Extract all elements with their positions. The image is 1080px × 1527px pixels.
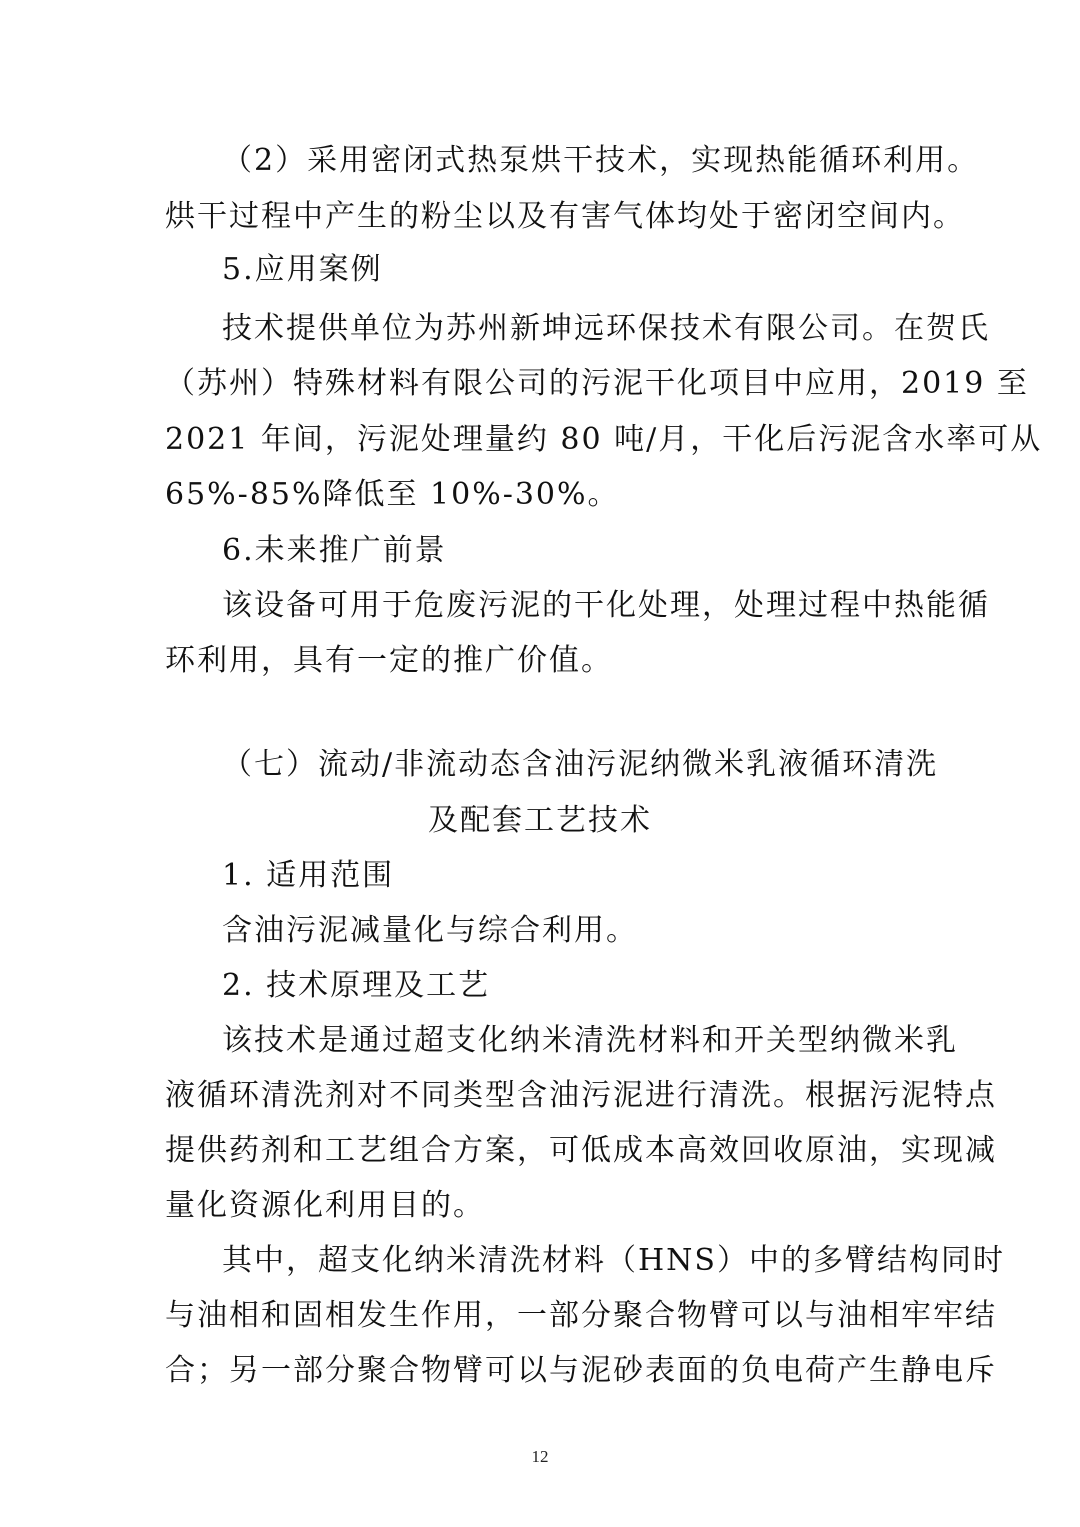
section-heading: 5.应用案例 xyxy=(222,252,383,287)
paragraph-line: 技术提供单位为苏州新坤远环保技术有限公司。在贺氏 xyxy=(222,311,990,346)
paragraph-line: 液循环清洗剂对不同类型含油污泥进行清洗。根据污泥特点 xyxy=(165,1078,997,1113)
section-heading: 6.未来推广前景 xyxy=(222,533,447,568)
paragraph-line: 合；另一部分聚合物臂可以与泥砂表面的负电荷产生静电斥 xyxy=(165,1353,997,1388)
paragraph-line: （苏州）特殊材料有限公司的污泥干化项目中应用，2019 至 xyxy=(165,366,1029,401)
paragraph-line: 该设备可用于危废污泥的干化处理，处理过程中热能循 xyxy=(222,588,990,623)
section-title: 及配套工艺技术 xyxy=(428,803,652,838)
paragraph-line: 其中，超支化纳米清洗材料（HNS）中的多臂结构同时 xyxy=(222,1243,1005,1278)
paragraph-line: 环利用，具有一定的推广价值。 xyxy=(165,643,613,678)
paragraph-line: 含油污泥减量化与综合利用。 xyxy=(222,913,638,948)
subsection-heading: 1. 适用范围 xyxy=(222,858,395,893)
paragraph-line: 与油相和固相发生作用，一部分聚合物臂可以与油相牢牢结 xyxy=(165,1298,997,1333)
paragraph-line: 提供药剂和工艺组合方案，可低成本高效回收原油，实现减 xyxy=(165,1133,997,1168)
paragraph-line: （2）采用密闭式热泵烘干技术，实现热能循环利用。 xyxy=(222,143,980,178)
section-title: （七）流动/非流动态含油污泥纳微米乳液循环清洗 xyxy=(222,747,939,782)
page-number: 12 xyxy=(531,1447,549,1466)
subsection-heading: 2. 技术原理及工艺 xyxy=(222,968,491,1003)
paragraph-line: 该技术是通过超支化纳米清洗材料和开关型纳微米乳 xyxy=(222,1023,958,1058)
paragraph-line: 烘干过程中产生的粉尘以及有害气体均处于密闭空间内。 xyxy=(165,199,965,234)
paragraph-line: 2021 年间，污泥处理量约 80 吨/月，干化后污泥含水率可从 xyxy=(165,422,1043,457)
paragraph-line: 量化资源化利用目的。 xyxy=(165,1188,485,1223)
paragraph-line: 65%-85%降低至 10%-30%。 xyxy=(165,477,620,512)
